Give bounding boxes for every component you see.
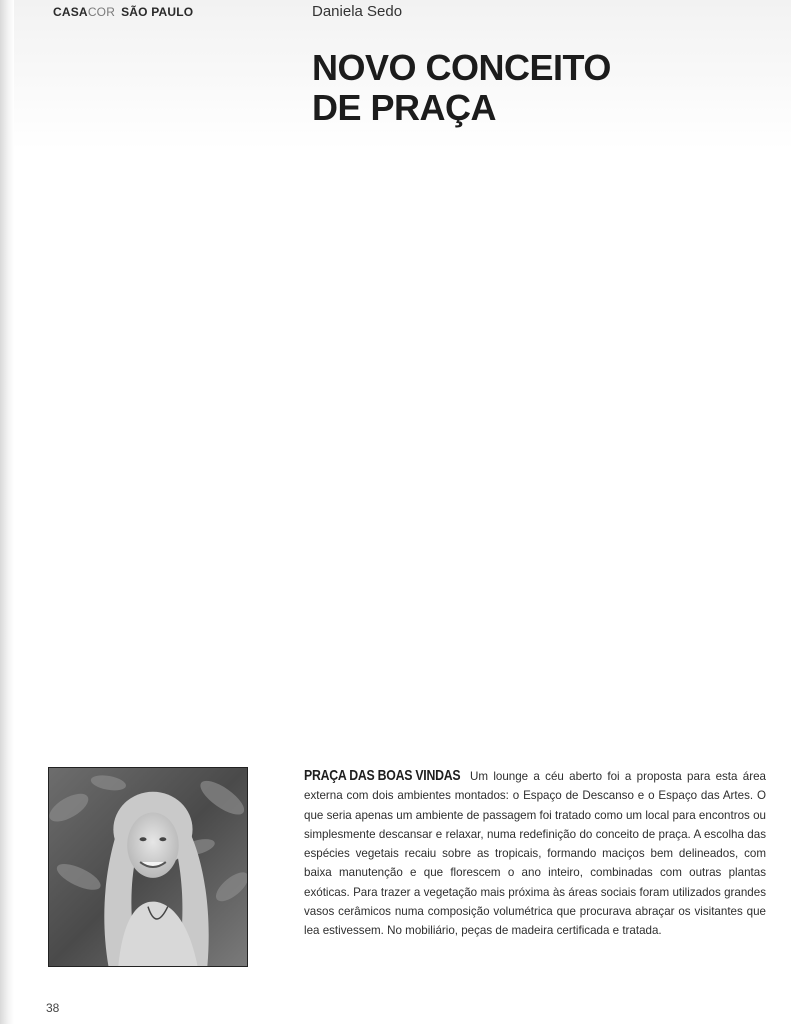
author-name: Daniela Sedo [312, 3, 403, 20]
magazine-brand [53, 5, 193, 19]
title-line-2: DE PRAÇA [312, 87, 497, 128]
portrait-illustration [49, 768, 247, 966]
right-eye [159, 837, 166, 841]
page-title [312, 48, 732, 128]
article-body [304, 766, 766, 941]
brand-city: SÃO PAULO [121, 5, 194, 19]
brand-casa: CASA [53, 5, 88, 19]
page-number: 38 [46, 1001, 60, 1015]
page-binding-shadow [0, 0, 14, 1024]
title-line-1: NOVO CONCEITO [312, 47, 611, 88]
article-lead: PRAÇA DAS BOAS VINDAS [304, 767, 461, 784]
brand-cor: COR [87, 5, 116, 19]
left-eye [140, 837, 147, 841]
article-text: Um lounge a céu aberto foi a proposta para esta área externa com dois ambientes montados: o Espaço de Descanso e o Espaço das Artes. O que seria apenas um ambiente de passagem foi tratado como um local para encontros ou simplesmente descansar e relaxar, numa redefinição do conceito de praça. A escolha das espécies vegetais recaiu sobre as tropicais, formando maciços bem delineados, com baixa manutenção e que florescem o ano inteiro, combinadas com outras plantas exóticas. Para trazer a vegetação mais próxima às áreas sociais foram utilizados grandes vasos cerâmicos numa composição volumétrica que procurava abraçar os visitantes que lea estivessem. No mobiliário, peças de madeira certificada e tratada. [304, 770, 766, 938]
face [127, 813, 178, 878]
author-portrait-photo [48, 767, 248, 967]
